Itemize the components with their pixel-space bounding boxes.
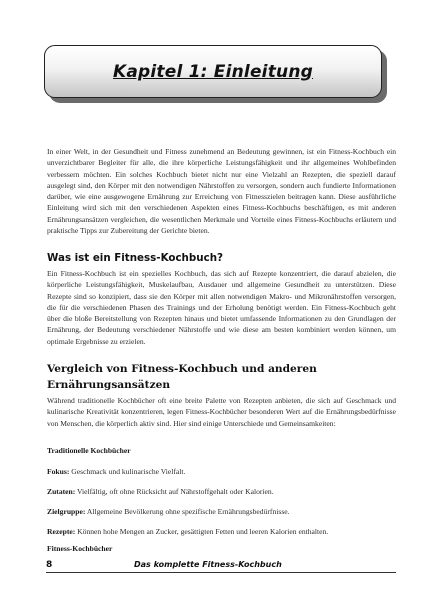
banner-box	[44, 45, 382, 98]
section-heading-comparison-line2: Ernährungsansätzen	[47, 378, 171, 391]
fitness-cookbooks-heading: Fitness-Kochbücher	[47, 544, 113, 553]
list-item-ingredients	[47, 486, 396, 497]
list-item-text: Können hohe Mengen an Zucker, gesättigten Fetten und leeren Kalorien enthalten.	[77, 527, 329, 536]
list-item-focus	[47, 466, 396, 477]
list-item-label: Fokus:	[47, 467, 70, 476]
chapter-banner	[44, 45, 388, 105]
page-number: 8	[46, 560, 53, 570]
section-heading-what-is: Was ist ein Fitness-Kochbuch?	[47, 252, 223, 264]
traditional-cookbooks-heading: Traditionelle Kochbücher	[47, 446, 131, 455]
footer-divider	[46, 572, 396, 573]
footer-book-title: Das komplette Fitness-Kochbuch	[134, 560, 282, 569]
list-item-text: Allgemeine Bevölkerung ohne spezifische Ernährungsbedürfnisse.	[86, 507, 290, 516]
section-heading-comparison-line1: Vergleich von Fitness-Kochbuch und anderen	[47, 363, 317, 375]
section-what-is-paragraph: Ein Fitness-Kochbuch ist ein spezielles Kochbuch, das sich auf Rezepte konzentriert, die darauf abzielen, die körperliche Leistungsfähigkeit, Muskelaufbau, Ausdauer und allgemeine Gesundheit zu unterstützen. Diese Rezepte sind so konzipiert, dass sie den Körper mit allen notwendigen Makro- und Mikronährstoffen versorgen, die für die verschiedenen Phasen des Trainings und der Erholung benötigt werden. Ein Fitness-Kochbuch geht über die bloße Bereitstellung von Rezepten hinaus und bietet umfassende Informationen zu den Grundlagen der Ernährung, der Bedeutung verschiedener Nährstoffe und wie diese am besten kombiniert werden können, um optimale Ergebnisse zu erzielen.	[47, 269, 396, 346]
section-heading-comparison	[47, 362, 396, 393]
list-item-text: Vielfältig, oft ohne Rücksicht auf Nährstoffgehalt oder Kalorien.	[77, 487, 274, 496]
chapter-title: Kapitel 1: Einleitung	[112, 61, 313, 82]
list-item-text: Geschmack und kulinarische Vielfalt.	[71, 467, 186, 476]
list-item-label: Rezepte:	[47, 527, 76, 536]
list-item-target-group	[47, 506, 396, 517]
list-item-label: Zielgruppe:	[47, 507, 86, 516]
intro-paragraph: In einer Welt, in der Gesundheit und Fitness zunehmend an Bedeutung gewinnen, ist ein Fitness-Kochbuch ein unverzichtbarer Begleiter für alle, die ihre körperliche Leistungsfähigkeit und ihr allgemeines Wohlbefinden verbessern möchten. Ein solches Kochbuch bietet nicht nur eine Vielzahl an Rezepten, die speziell darauf ausgelegt sind, den Körper mit den notwendigen Nährstoffen zu versorgen, sondern auch fundierte Informationen darüber, wie eine ausgewogene Ernährung zur Erreichung von Fitnesszielen beitragen kann. Diese ausführliche Einleitung wird sich mit den verschiedenen Aspekten eines Fitness-Kochbuchs beschäftigen, es mit anderen Ernährungsansätzen vergleichen, die wesentlichen Merkmale und Vorteile eines Fitness-Kochbuchs erläutern und praktische Tipps zur Zubereitung der Gerichte bieten.	[47, 147, 396, 236]
list-item-recipes	[47, 526, 396, 537]
list-item-label: Zutaten:	[47, 487, 76, 496]
section-comparison-paragraph: Während traditionelle Kochbücher oft eine breite Palette von Rezepten anbieten, die sich auf Geschmack und kulinarische Kreativität konzentrieren, legen Fitness-Kochbücher besonderen Wert auf die Ernährungsbedürfnisse von Menschen, die körperlich aktiv sind. Hier sind einige Unterschiede und Gemeinsamkeiten:	[47, 396, 396, 428]
